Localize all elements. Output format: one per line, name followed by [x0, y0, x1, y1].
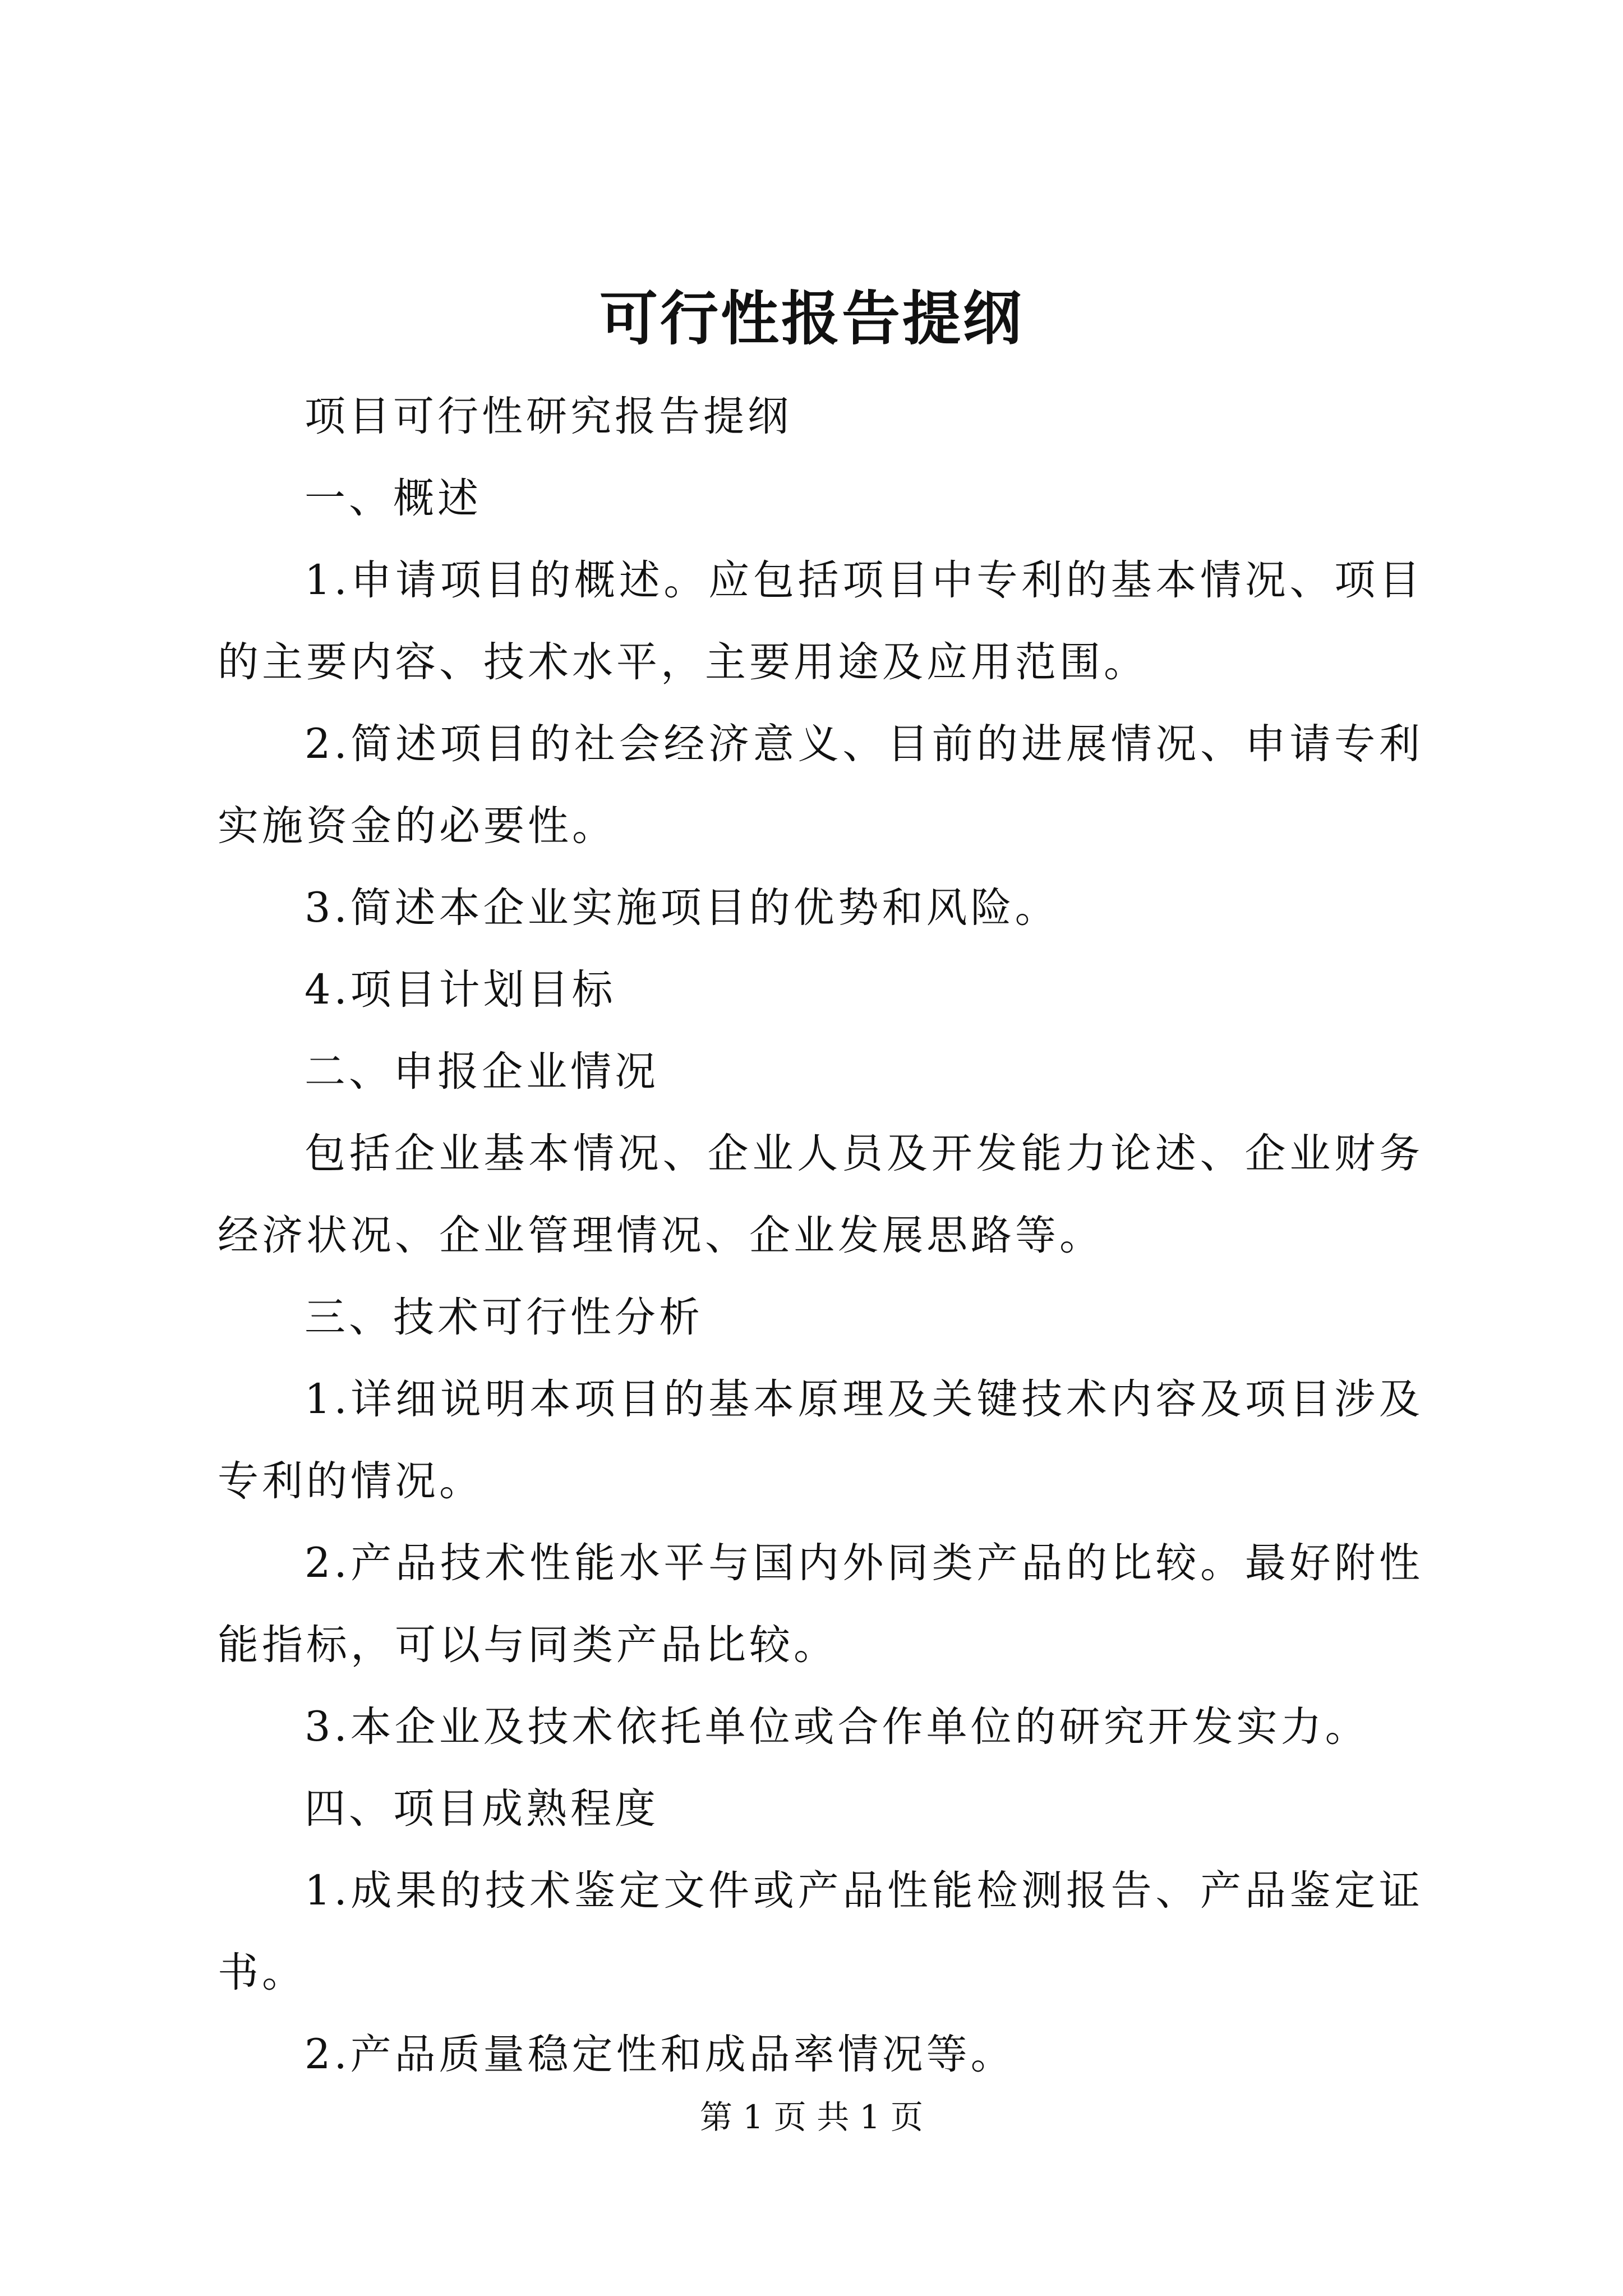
body-paragraph: 1.申请项目的概述。应包括项目中专利的基本情况、项目的主要内容、技术水平，主要用途及应用范围。 [218, 556, 1423, 686]
subtitle-paragraph: 项目可行性研究报告提纲 [305, 393, 792, 440]
body-paragraph: 包括企业基本情况、企业人员及开发能力论述、企业财务经济状况、企业管理情况、企业发展思路等。 [218, 1130, 1423, 1259]
document-body [218, 376, 1423, 2096]
page-footer: 第 1 页 共 1 页 [700, 2098, 923, 2136]
body-paragraph: 2.产品质量稳定性和成品率情况等。 [305, 2031, 1015, 2078]
body-paragraph: 2.产品技术性能水平与国内外同类产品的比较。最好附性能指标，可以与同类产品比较。 [218, 1539, 1423, 1669]
document-title: 可行性报告提纲 [599, 284, 1023, 353]
body-paragraph: 1.详细说明本项目的基本原理及关键技术内容及项目涉及专利的情况。 [218, 1375, 1423, 1505]
section-heading-company: 二、申报企业情况 [305, 1048, 659, 1096]
section-heading-technical: 三、技术可行性分析 [305, 1294, 703, 1341]
section-heading-overview: 一、概述 [305, 475, 482, 522]
body-paragraph: 3.本企业及技术依托单位或合作单位的研究开发实力。 [305, 1703, 1370, 1751]
body-paragraph: 2.简述项目的社会经济意义、目前的进展情况、申请专利实施资金的必要性。 [218, 720, 1423, 850]
body-paragraph: 1.成果的技术鉴定文件或产品性能检测报告、产品鉴定证书。 [218, 1867, 1423, 1996]
body-paragraph: 4.项目计划目标 [305, 966, 616, 1014]
section-heading-maturity: 四、项目成熟程度 [305, 1785, 659, 1833]
body-paragraph: 3.简述本企业实施项目的优势和风险。 [305, 884, 1059, 932]
